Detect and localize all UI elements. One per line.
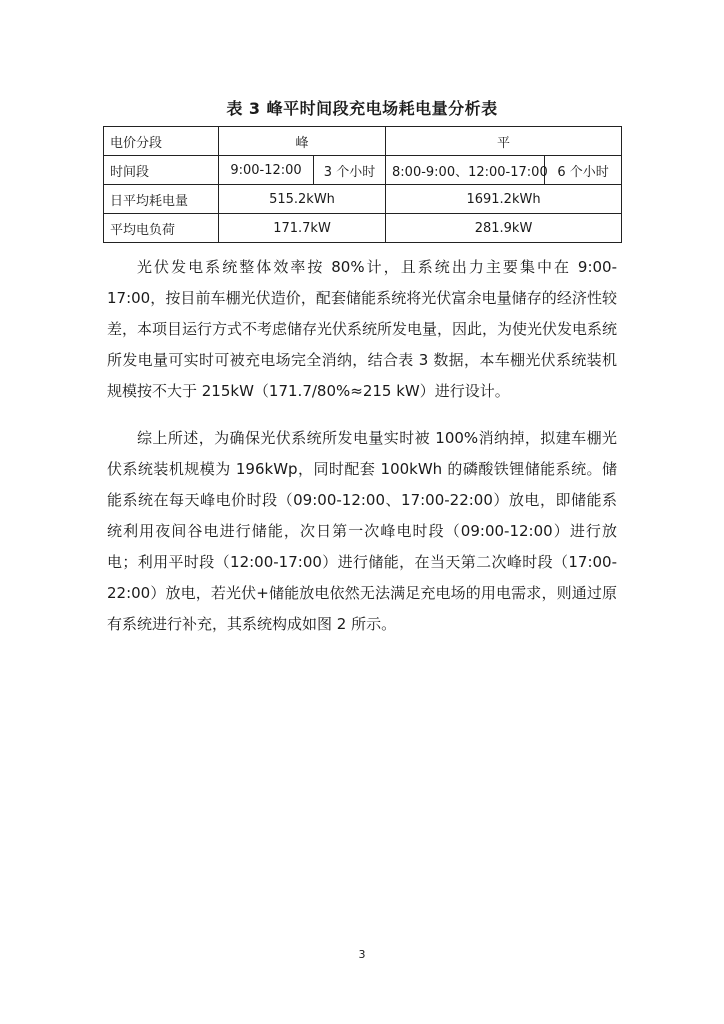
table-cell-label: 日平均耗电量 bbox=[104, 185, 219, 214]
table-row bbox=[104, 156, 622, 185]
table-cell-flat-hours: 6 个小时 bbox=[545, 156, 622, 185]
table-row bbox=[104, 214, 622, 243]
table-title: 表 3 峰平时间段充电场耗电量分析表 bbox=[226, 99, 498, 118]
table-cell-peak-time: 9:00-12:00 bbox=[219, 156, 314, 185]
table-cell-flat-time: 8:00-9:00、12:00-17:00 bbox=[386, 156, 545, 185]
table-cell-peak: 171.7kW bbox=[219, 214, 386, 243]
table-cell-label: 电价分段 bbox=[104, 127, 219, 156]
table-cell-flat: 1691.2kWh bbox=[386, 185, 622, 214]
table-cell-label: 平均电负荷 bbox=[104, 214, 219, 243]
table-row bbox=[104, 185, 622, 214]
table-cell-label: 时间段 bbox=[104, 156, 219, 185]
paragraph: 综上所述，为确保光伏系统所发电量实时被 100%消纳掉，拟建车棚光伏系统装机规模为 196kWp，同时配套 100kWh 的磷酸铁锂储能系统。储能系统在每天峰电价时段（09:00-12:00、17:00-22:00）放电，即储能系统利用夜间谷电进行储能，次日第一次峰电时段（09:00-12:00）进行放电；利用平时段（12:00-17:00）进行储能，在当天第二次峰时段（17:00-22:00）放电，若光伏+储能放电依然无法满足充电场的用电需求，则通过原有系统进行补充，其系统构成如图 2 所示。 bbox=[107, 429, 617, 633]
table-cell-peak: 515.2kWh bbox=[219, 185, 386, 214]
table-row bbox=[104, 127, 622, 156]
table-cell-flat: 281.9kW bbox=[386, 214, 622, 243]
page-number: 3 bbox=[358, 948, 366, 961]
paragraph: 光伏发电系统整体效率按 80%计，且系统出力主要集中在 9:00-17:00，按目前车棚光伏造价，配套储能系统将光伏富余电量储存的经济性较差，本项目运行方式不考虑储存光伏系统所发电量，因此，为使光伏发电系统所发电量可实时可被充电场完全消纳，结合表 3 数据，本车棚光伏系统装机规模按不大于 215kW（171.7/80%≈215 kW）进行设计。 bbox=[107, 258, 618, 400]
table-cell-peak: 峰 bbox=[219, 127, 386, 156]
body-text bbox=[107, 252, 617, 640]
table-cell-flat: 平 bbox=[386, 127, 622, 156]
table-cell-peak-hours: 3 个小时 bbox=[314, 156, 386, 185]
analysis-table bbox=[103, 126, 622, 243]
